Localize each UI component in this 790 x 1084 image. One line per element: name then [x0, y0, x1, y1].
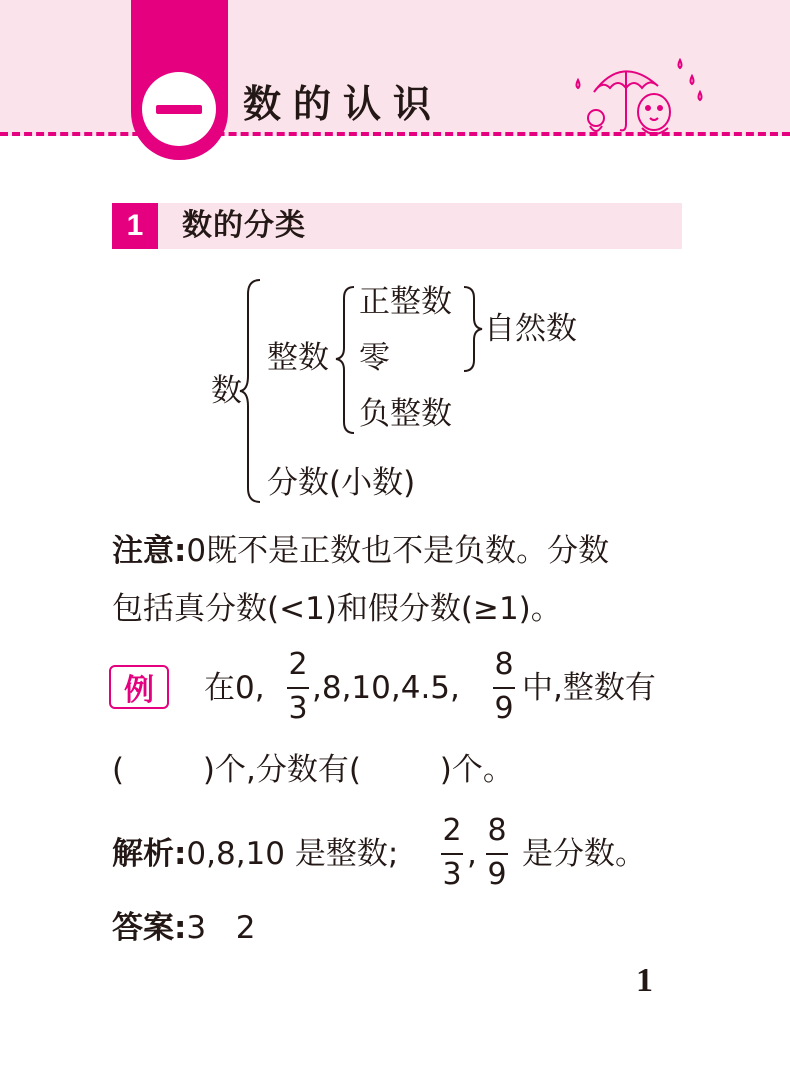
class-zero: 零	[359, 340, 390, 376]
note-text-1: 0既不是正数也不是负数。分数	[186, 533, 610, 569]
analysis-comma: ,	[467, 836, 477, 872]
fraction-bar	[493, 687, 515, 689]
class-fraction: 分数(小数)	[267, 465, 416, 501]
example-line-2: ( )个,分数有( )个。	[112, 752, 514, 788]
example-badge: 例	[109, 665, 169, 709]
note-line-2: 包括真分数(<1)和假分数(≥1)。	[112, 591, 562, 627]
class-positive-integer: 正整数	[359, 284, 452, 320]
analysis-text-1: 0,8,10 是整数;	[186, 836, 399, 872]
class-root-number: 数	[211, 373, 242, 409]
example-suffix: 中,整数有	[522, 670, 656, 706]
analysis-label: 解析:	[112, 836, 187, 872]
section-title: 数的分类	[182, 208, 306, 243]
fraction-bar	[486, 853, 508, 855]
example-prefix: 在0,	[204, 670, 265, 706]
natural-brace	[460, 284, 484, 374]
page-number: 1	[636, 962, 653, 999]
note-line-1	[112, 529, 609, 573]
fraction-denominator: 9	[487, 857, 507, 892]
integer-brace	[334, 284, 358, 436]
chapter-number-one-icon	[142, 72, 216, 146]
chapter-title: 数的认识	[243, 82, 444, 126]
analysis-line	[112, 832, 398, 876]
fraction-numerator: 8	[494, 647, 514, 682]
fraction-numerator: 2	[288, 647, 308, 682]
fraction-denominator: 9	[494, 691, 514, 726]
analysis-text-2: 是分数。	[522, 836, 646, 872]
fraction-numerator: 2	[442, 813, 462, 848]
answer-line	[112, 906, 255, 950]
example-middle: ,8,10,4.5,	[312, 670, 460, 706]
fraction-bar	[441, 853, 463, 855]
mascot-umbrella-icon	[572, 52, 712, 142]
class-negative-integer: 负整数	[359, 396, 452, 432]
fraction-numerator: 8	[487, 813, 507, 848]
class-natural-number: 自然数	[484, 311, 577, 347]
class-integer: 整数	[267, 340, 329, 376]
fraction-denominator: 3	[442, 857, 462, 892]
fraction-denominator: 3	[288, 691, 308, 726]
answer-value: 3 2	[186, 910, 256, 946]
section-number: 1	[112, 203, 158, 249]
root-brace	[238, 276, 264, 506]
fraction-bar	[287, 687, 309, 689]
answer-label: 答案:	[112, 910, 187, 946]
note-label: 注意:	[112, 533, 187, 569]
